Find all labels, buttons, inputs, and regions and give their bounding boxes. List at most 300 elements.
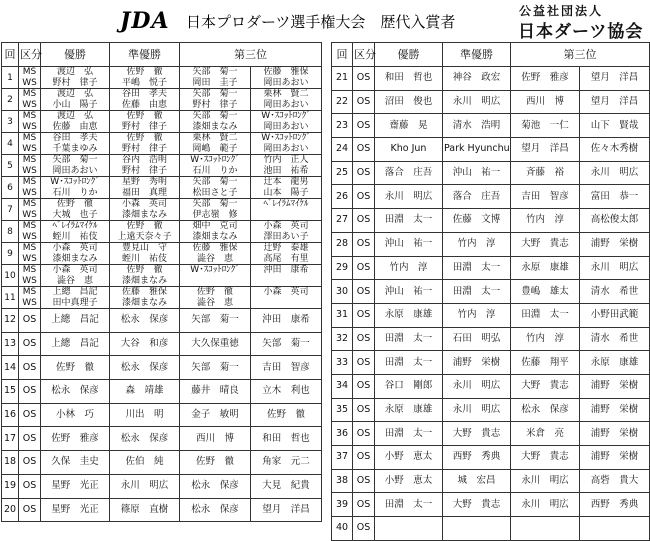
table-row: [2, 254, 322, 265]
division-cell: OS: [353, 209, 375, 233]
winner-cell: 渡辺 弘: [41, 89, 110, 100]
division-cell: WS: [19, 254, 41, 265]
table-row: [2, 451, 322, 475]
third-place-cell: 浦野 栄樹: [580, 398, 650, 422]
division-cell: WS: [19, 232, 41, 243]
runner-up-cell: 永川 明広: [443, 90, 511, 114]
division-cell: OS: [19, 498, 41, 522]
table-row: [332, 138, 650, 162]
winners-table-left: [1, 42, 322, 522]
runner-up-cell: 大野 貴志: [443, 493, 511, 517]
round-number: 21: [332, 67, 353, 91]
winner-cell: ﾍﾞﾚｲﾗﾑﾏｲｹﾙ: [41, 221, 110, 232]
division-cell: OS: [353, 185, 375, 209]
winner-cell: 渡辺 弘: [41, 67, 110, 78]
division-cell: OS: [353, 67, 375, 91]
runner-up-cell: 佐野 徹: [110, 221, 180, 232]
winner-cell: 永原 康雄: [375, 303, 443, 327]
table-row: [2, 276, 322, 287]
round-number: 1: [2, 67, 19, 89]
round-number: 15: [2, 380, 19, 404]
col-round: 回: [332, 43, 353, 67]
third-place-cell: 竹内 淳: [511, 209, 580, 233]
round-number: 34: [332, 374, 353, 398]
round-number: 11: [2, 287, 19, 309]
third-place-cell: 永川 明広: [580, 256, 650, 280]
winner-cell: 沼田 俊也: [375, 90, 443, 114]
table-row: [332, 493, 650, 517]
round-number: 30: [332, 280, 353, 304]
winner-cell: 齋藤 晃: [375, 114, 443, 138]
page-title: 日本プロダーツ選手権大会 歴代入賞者: [186, 13, 456, 31]
third-place-cell: 望月 洋昌: [580, 67, 650, 91]
table-row: [332, 517, 650, 541]
third-place-cell: 矢部 菊一: [180, 111, 251, 122]
runner-up-cell: 小森 英司: [110, 199, 180, 210]
winner-cell: 小野 恵太: [375, 446, 443, 470]
winner-cell: 佐野 徹: [41, 199, 110, 210]
third-place-cell: 澁谷 恵: [180, 298, 251, 309]
third-place-cell: 栗林 賢二: [180, 133, 251, 144]
third-place-cell: 佐野 雅彦: [511, 67, 580, 91]
division-cell: OS: [353, 446, 375, 470]
third-place-cell: 大見 紀貴: [251, 474, 322, 498]
round-number: 23: [332, 114, 353, 138]
division-cell: WS: [19, 144, 41, 155]
winner-cell: 上總 昌記: [41, 332, 110, 356]
third-place-cell: 佐野 徹: [180, 451, 251, 475]
round-number: 29: [332, 256, 353, 280]
table-row: [332, 398, 650, 422]
runner-up-cell: 石田 明弘: [443, 327, 511, 351]
winner-cell: 松永 保彦: [41, 380, 110, 404]
table-row: [2, 332, 322, 356]
third-place-cell: W･ｽｺｯﾄﾛﾝｸﾞ: [180, 155, 251, 166]
division-cell: OS: [19, 332, 41, 356]
third-place-cell: 大野 貴志: [511, 374, 580, 398]
division-cell: OS: [353, 327, 375, 351]
third-place-cell: [251, 210, 322, 221]
winner-cell: 佐野 雅彦: [41, 427, 110, 451]
runner-up-cell: [443, 517, 511, 541]
division-cell: OS: [353, 114, 375, 138]
third-place-cell: W･ｽｺｯﾄﾛﾝｸﾞ: [251, 111, 322, 122]
table-row: [332, 422, 650, 446]
winner-cell: 澁谷 恵: [41, 276, 110, 287]
runner-up-cell: 川出 明: [110, 403, 180, 427]
third-place-cell: 西野 秀典: [580, 493, 650, 517]
third-place-cell: 藤井 晴良: [180, 380, 251, 404]
third-place-cell: 矢部 菊一: [251, 332, 322, 356]
division-cell: OS: [19, 474, 41, 498]
third-place-cell: 佐藤 雅保: [251, 67, 322, 78]
third-place-cell: 角家 元二: [251, 451, 322, 475]
table-row: [2, 144, 322, 155]
winner-cell: 田淵 太一: [375, 493, 443, 517]
round-number: 7: [2, 199, 19, 221]
third-place-cell: 大野 貴志: [511, 232, 580, 256]
third-place-cell: 永原 康雄: [511, 256, 580, 280]
table-row: [2, 166, 322, 177]
col-division: 区分: [353, 43, 375, 67]
third-place-cell: 佐々木秀樹: [580, 138, 650, 162]
winner-cell: 田淵 太一: [375, 422, 443, 446]
table-row: [2, 177, 322, 188]
winner-cell: 佐野 徹: [41, 356, 110, 380]
third-place-cell: W･ｽｺｯﾄﾛﾝｸﾞ: [180, 265, 251, 276]
winner-cell: 千葉まゆみ: [41, 144, 110, 155]
division-cell: OS: [19, 309, 41, 333]
runner-up-cell: 竹内 淳: [443, 232, 511, 256]
third-place-cell: 竹内 淳: [511, 327, 580, 351]
third-place-cell: 高砦 貴大: [580, 469, 650, 493]
third-place-cell: 池田 祐希: [251, 166, 322, 177]
division-cell: MS: [19, 111, 41, 122]
round-number: 20: [2, 498, 19, 522]
runner-up-cell: 永川 明広: [443, 398, 511, 422]
organization-type: 公益社団法人: [519, 4, 604, 18]
jda-logo: JDA: [120, 8, 170, 34]
round-number: 8: [2, 221, 19, 243]
round-number: 33: [332, 351, 353, 375]
table-row: [2, 199, 322, 210]
third-place-cell: 岡田 圭子: [180, 78, 251, 89]
third-place-cell: 野村 律子: [180, 100, 251, 111]
division-cell: MS: [19, 155, 41, 166]
third-place-cell: 豊嶋 雄太: [511, 280, 580, 304]
round-number: 22: [332, 90, 353, 114]
runner-up-cell: 佐伯 純: [110, 451, 180, 475]
third-place-cell: 沖田 康希: [251, 309, 322, 333]
third-place-cell: 矢部 菊一: [180, 89, 251, 100]
winner-cell: 久保 圭史: [41, 451, 110, 475]
third-place-cell: 山本 陽子: [251, 188, 322, 199]
runner-up-cell: 佐藤 雅保: [110, 287, 180, 298]
winner-cell: 小野 恵太: [375, 469, 443, 493]
table-row: [2, 427, 322, 451]
runner-up-cell: 永川 明広: [110, 474, 180, 498]
winner-cell: 谷口 剛郎: [375, 374, 443, 398]
runner-up-cell: 漆畑まなみ: [110, 210, 180, 221]
table-row: [332, 469, 650, 493]
third-place-cell: [580, 517, 650, 541]
table-row: [2, 122, 322, 133]
table-row: [332, 327, 650, 351]
runner-up-cell: 永川 明広: [443, 374, 511, 398]
runner-up-cell: 浦野 栄樹: [443, 351, 511, 375]
runner-up-cell: 田淵 太一: [443, 280, 511, 304]
third-place-cell: 佐藤 雅保: [180, 243, 251, 254]
winner-cell: 永原 康雄: [375, 398, 443, 422]
third-place-cell: 米倉 亮: [511, 422, 580, 446]
table-row: [2, 155, 322, 166]
runner-up-cell: 星野 秀明: [110, 177, 180, 188]
division-cell: OS: [353, 398, 375, 422]
table-row: [2, 100, 322, 111]
runner-up-cell: 竹内 淳: [443, 303, 511, 327]
runner-up-cell: 松永 保彦: [110, 309, 180, 333]
winner-cell: 田淵 太一: [375, 327, 443, 351]
third-place-cell: 望月 洋昌: [251, 498, 322, 522]
winner-cell: 星野 光正: [41, 474, 110, 498]
division-cell: OS: [353, 469, 375, 493]
third-place-cell: W･ｽｺｯﾄﾛﾝｸﾞ: [251, 133, 322, 144]
table-row: [2, 403, 322, 427]
third-place-cell: 畑中 克司: [180, 221, 251, 232]
third-place-cell: 立木 利也: [251, 380, 322, 404]
winner-cell: 落合 庄吾: [375, 161, 443, 185]
round-number: 31: [332, 303, 353, 327]
runner-up-cell: 城 宏昌: [443, 469, 511, 493]
third-place-cell: 斉藤 裕: [511, 161, 580, 185]
division-cell: WS: [19, 188, 41, 199]
third-place-cell: 矢部 菊一: [180, 177, 251, 188]
third-place-cell: 澁谷 恵: [180, 254, 251, 265]
col-runner-up: 準優勝: [443, 43, 511, 67]
third-place-cell: 浦野 栄樹: [580, 422, 650, 446]
table-row: [2, 188, 322, 199]
third-place-cell: [251, 276, 322, 287]
division-cell: OS: [353, 90, 375, 114]
winner-cell: 永川 明広: [375, 185, 443, 209]
third-place-cell: 富田 恭一: [580, 185, 650, 209]
round-number: 38: [332, 469, 353, 493]
round-number: 18: [2, 451, 19, 475]
table-row: [2, 474, 322, 498]
third-place-cell: 漆畑まなみ: [180, 122, 251, 133]
runner-up-cell: 野村 律子: [110, 144, 180, 155]
winner-cell: 小森 英司: [41, 265, 110, 276]
round-number: 27: [332, 209, 353, 233]
runner-up-cell: 谷田 孝夫: [110, 89, 180, 100]
third-place-cell: 田淵 太一: [511, 303, 580, 327]
third-place-cell: 西川 博: [180, 427, 251, 451]
division-cell: MS: [19, 243, 41, 254]
round-number: 19: [2, 474, 19, 498]
winner-cell: 石川 りか: [41, 188, 110, 199]
third-place-cell: 沖田 康希: [251, 265, 322, 276]
table-row: [332, 351, 650, 375]
third-place-cell: [511, 517, 580, 541]
table-row: [332, 232, 650, 256]
runner-up-cell: 上遠天奈々子: [110, 232, 180, 243]
winners-table-right: [331, 42, 650, 541]
division-cell: OS: [353, 351, 375, 375]
winner-cell: 田淵 太一: [375, 351, 443, 375]
winner-cell: Kho Jun: [375, 138, 443, 162]
division-cell: OS: [353, 232, 375, 256]
division-cell: OS: [353, 517, 375, 541]
runner-up-cell: 神谷 政宏: [443, 67, 511, 91]
division-cell: WS: [19, 166, 41, 177]
division-cell: OS: [353, 280, 375, 304]
third-place-cell: 小森 英司: [251, 221, 322, 232]
third-place-cell: 清水 希世: [580, 280, 650, 304]
runner-up-cell: 佐野 徹: [110, 265, 180, 276]
third-place-cell: 高尾 有里: [251, 254, 322, 265]
third-place-cell: 永川 明広: [580, 161, 650, 185]
organization-name: 日本ダーツ協会: [518, 22, 644, 42]
third-place-cell: 漆畑まなみ: [180, 232, 251, 243]
third-place-cell: 岡田あおい: [251, 144, 322, 155]
third-place-cell: 吉田 智彦: [511, 185, 580, 209]
round-number: 40: [332, 517, 353, 541]
round-number: 9: [2, 243, 19, 265]
division-cell: OS: [353, 374, 375, 398]
winner-cell: 竹内 淳: [375, 256, 443, 280]
division-cell: MS: [19, 265, 41, 276]
third-place-cell: 和田 哲也: [251, 427, 322, 451]
winner-cell: 沖山 祐一: [375, 280, 443, 304]
third-place-cell: 松田さと子: [180, 188, 251, 199]
third-place-cell: 石川 りか: [180, 166, 251, 177]
third-place-cell: 浦野 栄樹: [580, 232, 650, 256]
winner-cell: 小林 巧: [41, 403, 110, 427]
winner-cell: 田淵 太一: [375, 209, 443, 233]
table-row: [2, 210, 322, 221]
table-row: [332, 114, 650, 138]
winner-cell: 岡田あおい: [41, 166, 110, 177]
table-row: [332, 209, 650, 233]
winner-cell: 野村 律子: [41, 78, 110, 89]
winner-cell: 大城 也子: [41, 210, 110, 221]
runner-up-cell: 篠原 直樹: [110, 498, 180, 522]
winner-cell: 小森 英司: [41, 243, 110, 254]
runner-up-cell: 佐野 徹: [110, 133, 180, 144]
division-cell: MS: [19, 177, 41, 188]
round-number: 10: [2, 265, 19, 287]
runner-up-cell: 佐野 徹: [110, 67, 180, 78]
winner-cell: 星野 光正: [41, 498, 110, 522]
col-runner-up: 準優勝: [110, 43, 180, 67]
table-row: [332, 446, 650, 470]
col-third: 第三位: [511, 43, 650, 67]
third-place-cell: 菊池 一仁: [511, 114, 580, 138]
table-row: [2, 309, 322, 333]
round-number: 3: [2, 111, 19, 133]
table-row: [2, 356, 322, 380]
third-place-cell: 矢部 菊一: [180, 356, 251, 380]
table-row: [2, 67, 322, 78]
division-cell: WS: [19, 78, 41, 89]
third-place-cell: 佐野 徹: [180, 287, 251, 298]
runner-up-cell: 沖山 祐一: [443, 161, 511, 185]
third-place-cell: 永川 明広: [511, 469, 580, 493]
winner-cell: W･ｽｺｯﾄﾛﾝｸﾞ: [41, 177, 110, 188]
winner-cell: 田中真理子: [41, 298, 110, 309]
round-number: 14: [2, 356, 19, 380]
runner-up-cell: 平嶋 悦子: [110, 78, 180, 89]
third-place-cell: 伊志嶺 修: [180, 210, 251, 221]
col-third: 第三位: [180, 43, 322, 67]
round-number: 13: [2, 332, 19, 356]
third-place-cell: 大久保重徳: [180, 332, 251, 356]
third-place-cell: 吉田 智彦: [251, 356, 322, 380]
winner-cell: 沖山 祐一: [375, 232, 443, 256]
table-row: [332, 90, 650, 114]
winner-cell: 漆畑まなみ: [41, 254, 110, 265]
division-cell: MS: [19, 287, 41, 298]
third-place-cell: 栗林 賢二: [251, 89, 322, 100]
winner-cell: 矢部 菊一: [41, 155, 110, 166]
division-cell: MS: [19, 89, 41, 100]
division-cell: OS: [353, 161, 375, 185]
third-place-cell: 永川 明広: [511, 493, 580, 517]
division-cell: MS: [19, 133, 41, 144]
division-cell: OS: [19, 356, 41, 380]
runner-up-cell: Park Hyunchu: [443, 138, 511, 162]
division-cell: WS: [19, 276, 41, 287]
division-cell: MS: [19, 199, 41, 210]
round-number: 17: [2, 427, 19, 451]
third-place-cell: [180, 276, 251, 287]
round-number: 25: [332, 161, 353, 185]
third-place-cell: 小森 英司: [251, 287, 322, 298]
runner-up-cell: 落合 庄吾: [443, 185, 511, 209]
runner-up-cell: 佐藤 由恵: [110, 100, 180, 111]
col-winner: 優勝: [41, 43, 110, 67]
winner-cell: 谷田 孝夫: [41, 133, 110, 144]
division-cell: OS: [19, 451, 41, 475]
third-place-cell: 松永 保彦: [180, 498, 251, 522]
runner-up-cell: 森 靖雄: [110, 380, 180, 404]
table-row: [2, 380, 322, 404]
table-row: [2, 243, 322, 254]
runner-up-cell: 豊見山 守: [110, 243, 180, 254]
winner-cell: 蛭川 祐伎: [41, 232, 110, 243]
third-place-cell: 清水 希世: [580, 327, 650, 351]
runner-up-cell: 蛭川 祐伎: [110, 254, 180, 265]
table-row: [2, 498, 322, 522]
third-place-cell: 高松俊太郎: [580, 209, 650, 233]
col-round: 回: [2, 43, 19, 67]
round-number: 2: [2, 89, 19, 111]
runner-up-cell: 大谷 和彦: [110, 332, 180, 356]
table-row: [2, 265, 322, 276]
table-row: [332, 256, 650, 280]
division-cell: WS: [19, 122, 41, 133]
runner-up-cell: 西野 秀典: [443, 446, 511, 470]
col-division: 区分: [19, 43, 41, 67]
runner-up-cell: 松永 保彦: [110, 427, 180, 451]
runner-up-cell: 福田 真理: [110, 188, 180, 199]
third-place-cell: ﾍﾞﾚｲﾗﾑﾏｲｹﾙ: [251, 199, 322, 210]
runner-up-cell: 大野 貴志: [443, 422, 511, 446]
third-place-cell: 岡田あおい: [251, 122, 322, 133]
round-number: 12: [2, 309, 19, 333]
table-row: [2, 89, 322, 100]
division-cell: WS: [19, 298, 41, 309]
table-row: [332, 374, 650, 398]
runner-up-cell: 野村 律子: [110, 166, 180, 177]
round-number: 16: [2, 403, 19, 427]
third-place-cell: 竹内 正人: [251, 155, 322, 166]
division-cell: OS: [353, 256, 375, 280]
division-cell: WS: [19, 100, 41, 111]
round-number: 4: [2, 133, 19, 155]
table-row: [332, 161, 650, 185]
winner-cell: 和田 哲也: [375, 67, 443, 91]
table-row: [332, 303, 650, 327]
table-row: [2, 133, 322, 144]
third-place-cell: 浦野 栄樹: [580, 446, 650, 470]
division-cell: OS: [19, 403, 41, 427]
third-place-cell: 浦野 栄樹: [580, 374, 650, 398]
third-place-cell: 小野田武範: [580, 303, 650, 327]
round-number: 35: [332, 398, 353, 422]
runner-up-cell: 佐野 徹: [110, 111, 180, 122]
table-row: [2, 111, 322, 122]
